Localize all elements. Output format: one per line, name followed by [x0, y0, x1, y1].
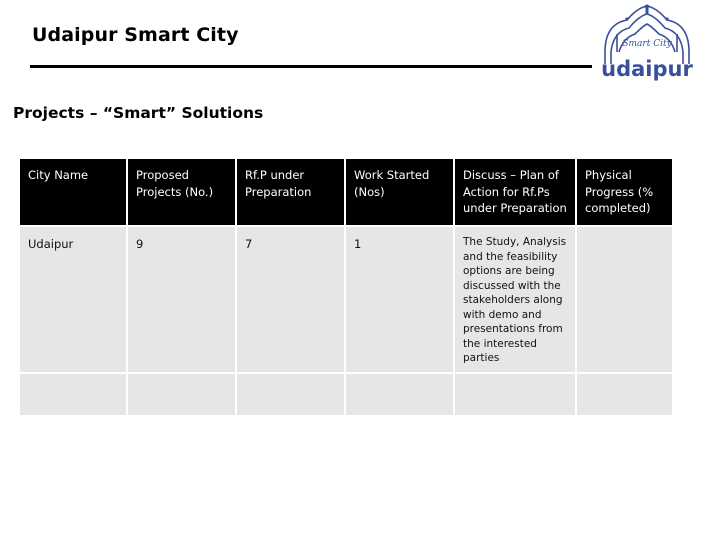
column-header-physical-progress: Physical Progress (% completed) [576, 158, 673, 226]
cell-empty [127, 373, 236, 416]
table-header-row [19, 158, 673, 226]
cell-empty [236, 373, 345, 416]
section-title: Projects – “Smart” Solutions [13, 104, 264, 122]
cell-empty [454, 373, 576, 416]
cell-plan-of-action: The Study, Analysis and the feasibility options are being discussed with the stakeholders along with demo and presentations from the interested parties [454, 226, 576, 373]
column-header-work-started: Work Started (Nos) [345, 158, 454, 226]
column-header-city-name: City Name [19, 158, 127, 226]
cell-proposed-projects: 9 [127, 226, 236, 373]
svg-text:udaipur: udaipur [601, 57, 693, 81]
column-header-discuss-plan-of-action: Discuss – Plan of Action for Rf.Ps under Preparation [454, 158, 576, 226]
cell-empty [345, 373, 454, 416]
column-header-proposed-projects: Proposed Projects (No.) [127, 158, 236, 226]
cell-empty [19, 373, 127, 416]
udaipur-smart-city-logo [597, 4, 697, 88]
projects-table [18, 157, 674, 417]
cell-empty [576, 373, 673, 416]
svg-text:Smart City: Smart City [622, 39, 672, 49]
page-title: Udaipur Smart City [32, 24, 239, 46]
table-row [19, 226, 673, 373]
cell-physical-progress [576, 226, 673, 373]
column-header-rfp-under-preparation: Rf.P under Preparation [236, 158, 345, 226]
table-row [19, 373, 673, 416]
cell-rfp-under-preparation: 7 [236, 226, 345, 373]
cell-city-name: Udaipur [19, 226, 127, 373]
title-divider [30, 65, 592, 68]
cell-work-started: 1 [345, 226, 454, 373]
